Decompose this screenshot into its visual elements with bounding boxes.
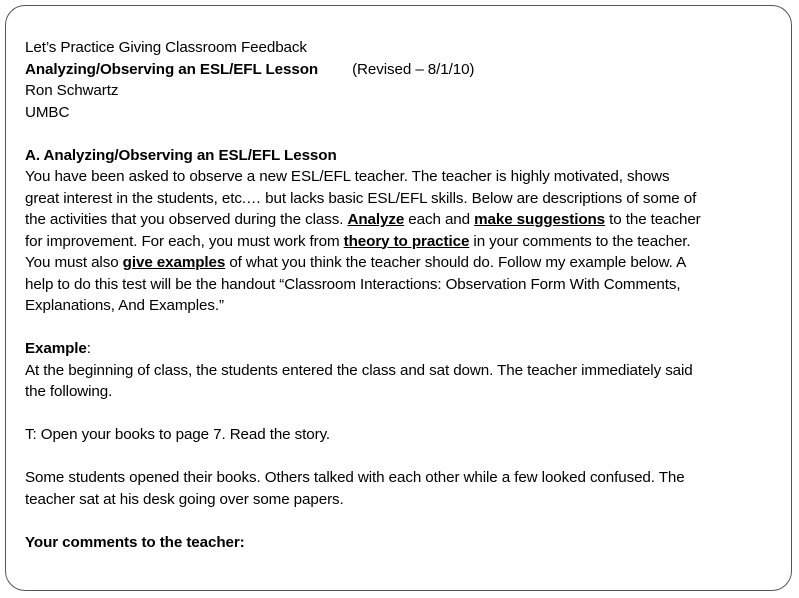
example-heading <box>25 338 795 360</box>
section-a-line-1: You have been asked to observe a new ESL/EFL teacher. The teacher is highly motivated, shows <box>25 168 670 185</box>
text-run: in your comments to the teacher. <box>469 232 691 250</box>
section-a-line-6: help to do this test will be the handout “Classroom Interactions: Observation Form With Comments, <box>25 275 681 293</box>
text-run: the activities that you observed during the class. <box>25 211 348 228</box>
institution: UMBC <box>25 103 70 121</box>
page-title: Let’s Practice Giving Classroom Feedback <box>25 39 307 56</box>
text-run: of what you think the teacher should do. Follow my example below. A <box>225 254 687 271</box>
section-a-line-7: Explanations, And Examples.” <box>25 297 224 314</box>
text-run: each and <box>404 211 475 228</box>
revised-date: (Revised – 8/1/10) <box>352 60 475 78</box>
section-a-heading: A. Analyzing/Observing an ESL/EFL Lesson <box>25 146 337 164</box>
give-examples-emphasis: give examples <box>122 254 226 271</box>
subtitle: Analyzing/Observing an ESL/EFL Lesson <box>25 60 319 78</box>
example-line-2: the following. <box>25 383 113 400</box>
example-line-1: At the beginning of class, the students entered the class and sat down. The teacher immediately said <box>25 361 693 379</box>
section-a-line-4 <box>25 231 795 253</box>
document-body <box>25 37 795 553</box>
teacher-instruction: T: Open your books to page 7. Read the story. <box>25 426 331 443</box>
make-suggestions-emphasis: make suggestions <box>474 211 606 228</box>
example-line-4: teacher sat at his desk going over some papers. <box>25 490 344 508</box>
section-a-line-2: great interest in the students, etc.… but lacks basic ESL/EFL skills. Below are descriptions of some of <box>25 189 697 207</box>
subtitle-line <box>25 59 795 81</box>
text-run: to the teacher <box>605 211 701 228</box>
comments-label: Your comments to the teacher: <box>25 533 245 551</box>
analyze-emphasis: Analyze <box>347 211 405 228</box>
text-run: : <box>86 340 91 357</box>
text-run: for improvement. For each, you must work from <box>25 232 344 250</box>
example-label: Example <box>25 340 87 357</box>
section-a-line-3 <box>25 209 795 231</box>
text-run: You must also <box>25 254 123 271</box>
author: Ron Schwartz <box>25 82 119 99</box>
theory-to-practice-emphasis: theory to practice <box>343 232 470 250</box>
example-line-3: Some students opened their books. Others talked with each other while a few looked confused. The <box>25 469 685 486</box>
section-a-line-5 <box>25 252 795 274</box>
